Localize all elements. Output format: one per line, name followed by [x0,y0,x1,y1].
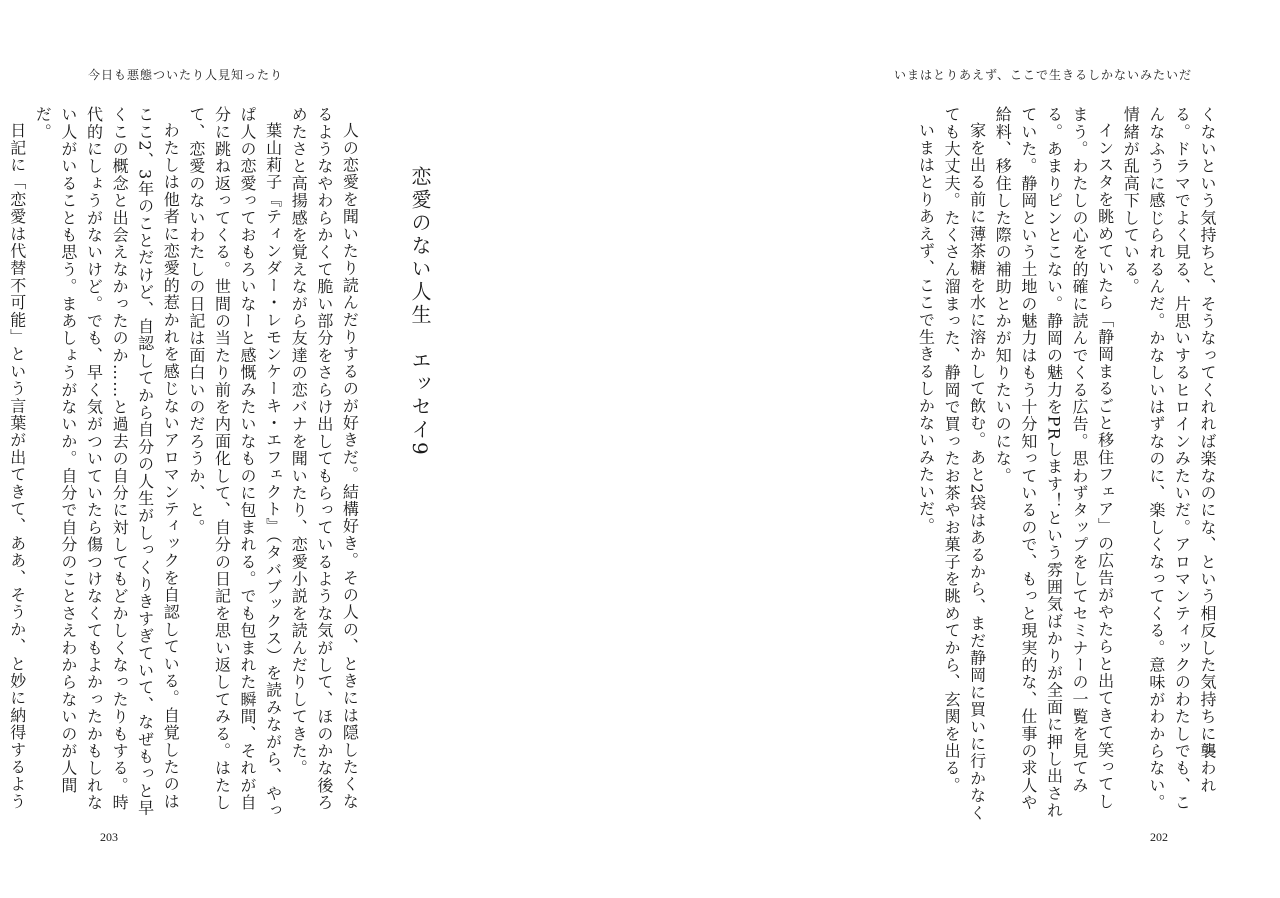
running-head-right: いまはとりあえず、ここで生きるしかないみたいだ [893,68,1192,82]
body-paragraph: いまはとりあえず、ここで生きるしかないみたいだ。 [916,122,936,535]
body-paragraph: わたしは他者に恋愛的惹かれを感じないアロマンティックを自認している。自覚したのはここ2、3年のことだけど、自認してから自分の人生がしっくりきすぎていて、なぜもっと早くこの概念と出会えなかったのか……と過去の自分に対してもどかしくなったりもする。時代的にしょうがないけど。でも、早く気がついていたら傷つけなくてもよかったかもしれない人がいることも思う。まあしょうがないか。自分で自分のことさえわからないのが人間だ。 [33,106,181,817]
right-page [640,0,1280,898]
left-page-body [7,106,462,826]
body-paragraph: 日記に「恋愛は代替不可能」という言葉が出てきて、ああ、そうか、と妙に納得するよう [7,122,27,810]
body-paragraph: 家を出る前に薄茶糖を水に溶かして飲む。あと2袋はあるから、まだ静岡に買いに行かなくても大丈夫。たくさん溜まった、静岡で買ったお茶やお菓子を眺めてから、玄関を出る。 [942,106,987,822]
body-paragraph: くないという気持ちと、そうなってくれれば楽なのにな、という相反した気持ちに襲われる。ドラマでよく見る、片思いするヒロインみたいだ。アロマンティックのわたしでも、こんなふうに感じられるんだ。かなしいはずなのに、楽しくなってくる。意味がわからない。情緒が乱高下している。 [1121,106,1217,812]
running-head-left: 今日も悪態ついたり人見知ったり [88,68,284,82]
body-paragraph: 葉山莉子『ティンダー・レモンケーキ・エフェクト』（タバブックス）を読みながら、やっぱ人の恋愛っておもろいなーと感慨みたいなものに包まれる。でも包まれた瞬間、それが自分に跳ね返ってくる。世間の当たり前を内面化して、自分の日記を思い返してみる。はたして、恋愛のないわたしの日記は面白いのだろうか、と。 [186,106,283,820]
body-paragraph: 人の恋愛を聞いたり読んだりするのが好きだ。結構好き。その人の、ときには隠したくなるようなやわらかくて脆い部分をさらけ出してもらっているような気がして、ほのかな後ろめたさと高揚感を覚えながら友達の恋バナを聞いたり、恋愛小説を読んだりしてきた。 [289,106,360,812]
body-paragraph: インスタを眺めていたら「静岡まるごと移住フェア」の広告がやたらと出てきて笑ってしまう。わたしの心を的確に読んでくる広告。思わずタップをしてセミナーの一覧を見てみる。あまりピンとこない。静岡の魅力をPRします！という雰囲気ばかりが全面に押し出されていた。静岡という土地の魅力はもう十分知っているので、もっと現実的な、仕事の求人や給料、移住した際の補助とかが知りたいのにな。 [993,106,1115,820]
right-page-body [870,106,1220,826]
page-number-left: 203 [100,830,118,844]
essay-title: 恋愛のない人生 エッセイ9 [408,166,432,458]
page-number-right: 202 [1150,830,1168,844]
